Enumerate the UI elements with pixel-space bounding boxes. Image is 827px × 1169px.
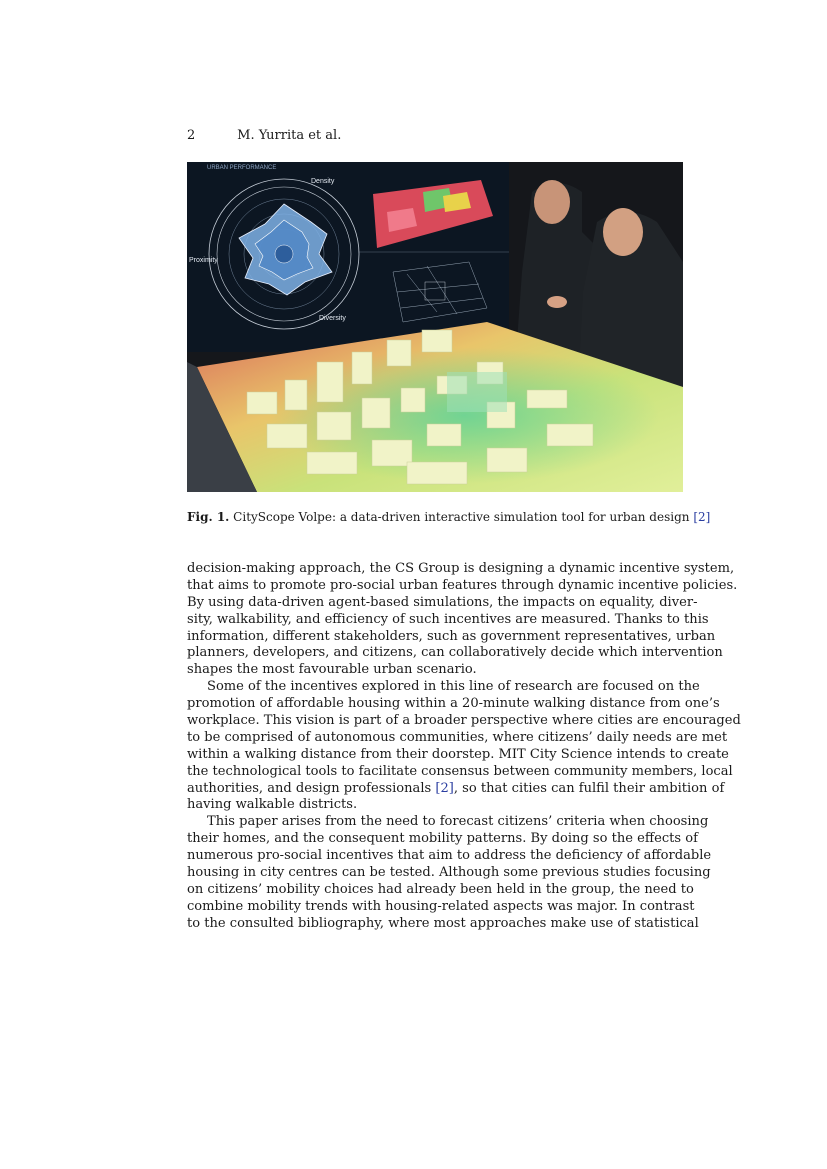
- text-line: that aims to promote pro-social urban features through dynamic incentive policies.: [187, 577, 738, 593]
- text-line: decision-making approach, the CS Group is designing a dynamic incentive system,: [187, 561, 735, 576]
- text-fragment: , so that cities can fulfil their ambition of: [453, 780, 725, 796]
- text-line: the technological tools to facilitate consensus between community members, local: [187, 763, 733, 779]
- text-line: housing in city centres can be tested. Although some previous studies focusing: [187, 865, 711, 881]
- text-line: on citizens’ mobility choices had already been held in the group, the need to: [187, 881, 694, 897]
- text-line: shapes the most favourable urban scenario.: [187, 662, 477, 678]
- caption-citation-link[interactable]: [2]: [693, 510, 711, 524]
- cityscope-photo: [187, 162, 683, 492]
- citation-link[interactable]: [2]: [435, 780, 454, 796]
- text-line: to be comprised of autonomous communities, where citizens’ daily needs are met: [187, 729, 728, 745]
- text-line: promotion of affordable housing within a 20-minute walking distance from one’s: [187, 696, 720, 712]
- text-line: their homes, and the consequent mobility patterns. By doing so the effects of: [187, 831, 698, 847]
- text-line: information, different stakeholders, such as government representatives, urban: [187, 628, 716, 644]
- text-line: planners, developers, and citizens, can collaboratively decide which intervention: [187, 645, 723, 661]
- text-line-with-citation: [187, 780, 725, 798]
- paragraph-3: [187, 814, 712, 932]
- text-line: workplace. This vision is part of a broader perspective where cities are encouraged: [187, 713, 741, 729]
- text-line: within a walking distance from their doorstep. MIT City Science intends to create: [187, 746, 729, 762]
- text-line: having walkable districts.: [187, 797, 358, 813]
- radar-label-proximity: Proximity: [189, 257, 218, 264]
- body-text: [187, 561, 741, 933]
- text-line: combine mobility trends with housing-related aspects was major. In contrast: [187, 898, 695, 914]
- text-line: sity, walkability, and efficiency of such incentives are measured. Thanks to this: [187, 611, 709, 627]
- running-authors: M. Yurrita et al.: [237, 128, 342, 143]
- figure-caption: [187, 510, 711, 524]
- text-fragment: authorities, and design professionals: [187, 780, 436, 796]
- text-line: numerous pro-social incentives that aim to address the deficiency of affordable: [187, 848, 712, 864]
- radar-label-density: Density: [311, 178, 335, 185]
- text-line: This paper arises from the need to forecast citizens’ criteria when choosing: [207, 814, 709, 830]
- figure-photo: [187, 162, 683, 492]
- text-line: By using data-driven agent-based simulations, the impacts on equality, diver-: [187, 594, 698, 610]
- paragraph-2: [187, 679, 741, 814]
- text-line: Some of the incentives explored in this line of research are focused on the: [207, 679, 700, 695]
- text-line: to the consulted bibliography, where most approaches make use of statistical: [187, 915, 699, 931]
- screen-title: URBAN PERFORMANCE: [207, 165, 277, 171]
- page-number: 2: [187, 128, 196, 143]
- caption-text: CityScope Volpe: a data-driven interactive simulation tool for urban design: [229, 510, 694, 524]
- paragraph-1: [187, 561, 738, 679]
- radar-label-diversity: Diversity: [319, 315, 346, 322]
- caption-label: Fig. 1.: [187, 510, 230, 524]
- running-header: [187, 128, 341, 143]
